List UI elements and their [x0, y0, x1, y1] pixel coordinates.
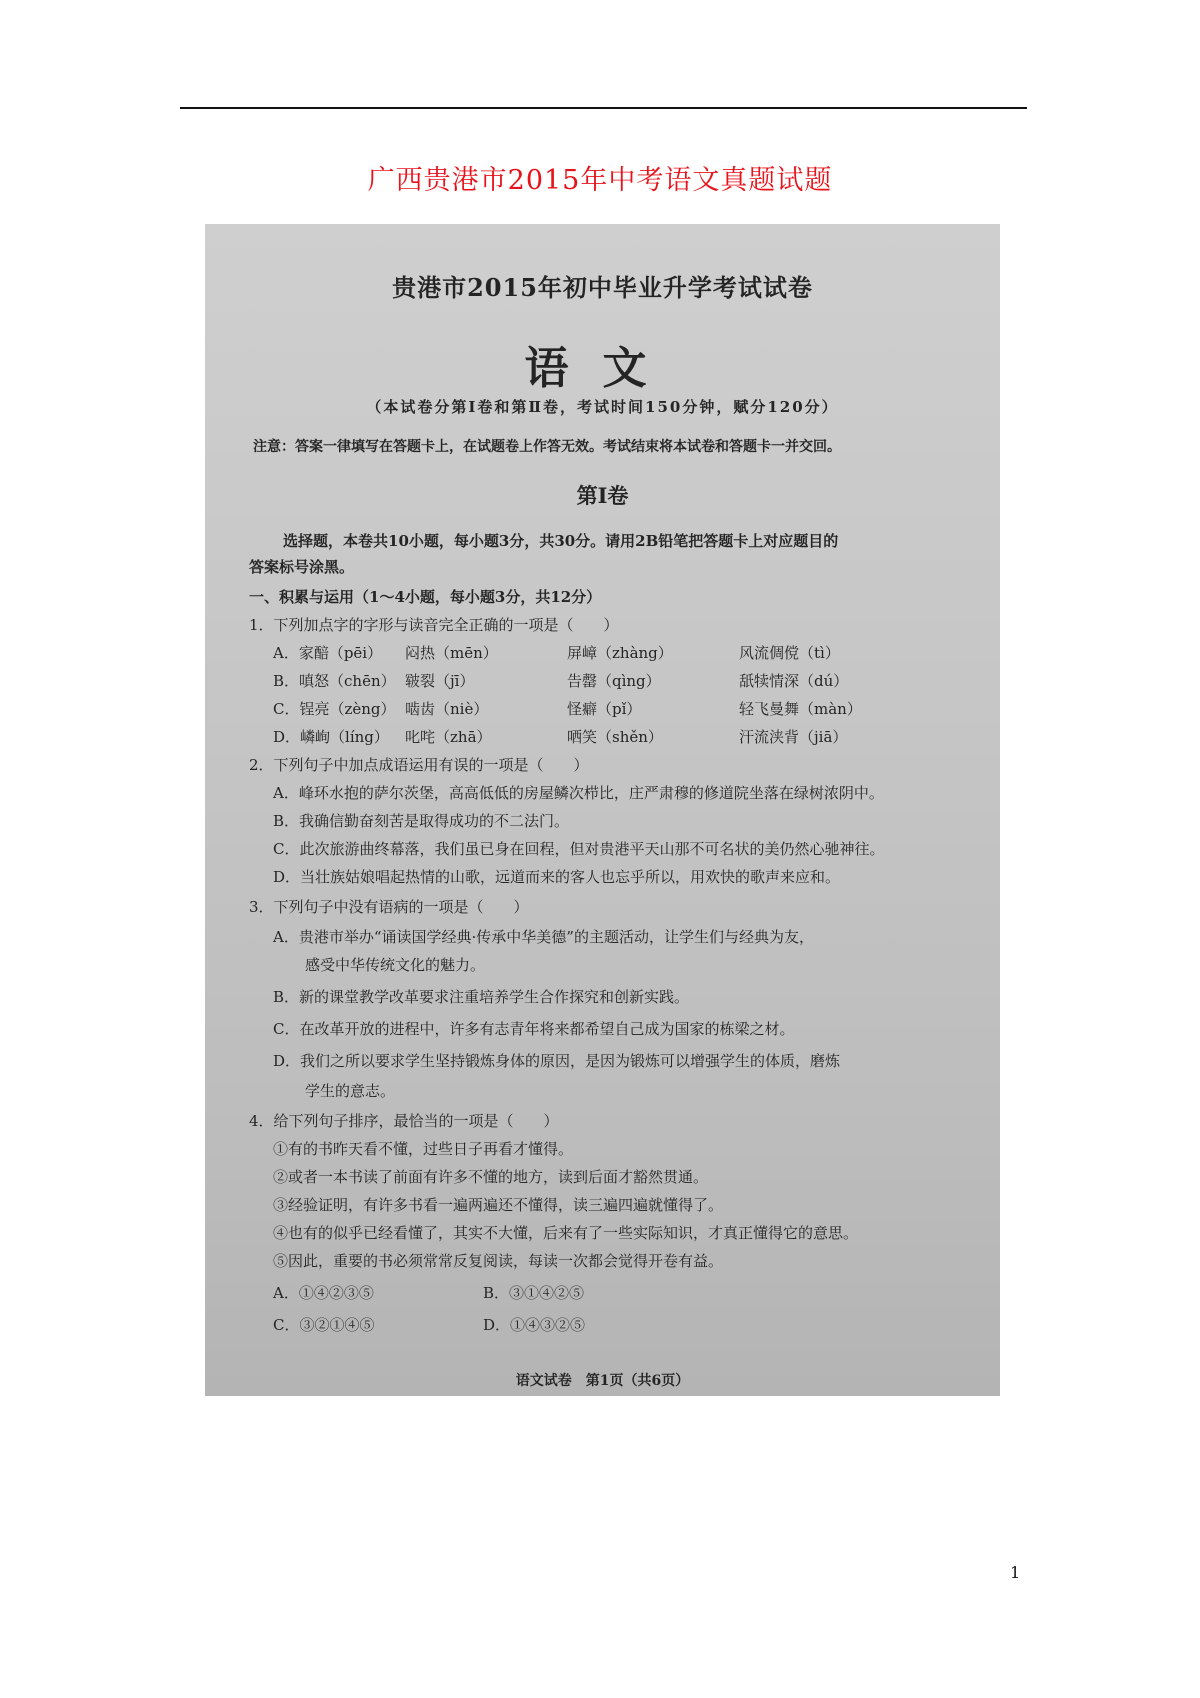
q3-option-continuation: 感受中华传统文化的魅力。: [305, 956, 486, 974]
q1-option-cell: 哂笑（shěn）: [567, 728, 663, 746]
question-stem: 3．下列句子中没有语病的一项是（ ）: [249, 898, 529, 916]
q2-option: D．当壮族姑娘唱起热情的山歌，远道而来的客人也忘乎所以，用欢快的歌声来应和。: [273, 868, 841, 886]
q4-sentence: ①有的书昨天看不懂，过些日子再看才懂得。: [273, 1140, 574, 1158]
instruction-line: 答案标号涂黑。: [249, 558, 355, 576]
volume-heading: 第Ⅰ卷: [576, 483, 629, 508]
exam-info: （本试卷分第Ⅰ卷和第Ⅱ卷，考试时间150分钟，赋分120分）: [366, 398, 839, 416]
scan-footer: 语文试卷 第1页（共6页）: [515, 1373, 690, 1389]
q1-option-cell: 屏嶂（zhàng）: [567, 644, 673, 662]
question-stem: 4．给下列句子排序，最恰当的一项是（ ）: [249, 1112, 559, 1130]
subject-heading: 语文: [524, 343, 681, 394]
q1-option-cell: D．嶙峋（líng）: [273, 728, 389, 746]
q1-option-cell: 风流倜傥（tì）: [739, 644, 840, 662]
q4-option: D．①④③②⑤: [483, 1316, 586, 1334]
document-title: 广西贵港市2015年中考语文真题试题: [367, 165, 833, 196]
q4-option: A．①④②③⑤: [273, 1284, 374, 1302]
q1-option-cell: 皲裂（jī）: [405, 672, 475, 690]
q3-option: A．贵港市举办“诵读国学经典·传承中华美德”的主题活动，让学生们与经典为友，: [273, 928, 814, 946]
notice: 注意：答案一律填写在答题卡上，在试题卷上作答无效。考试结束将本试卷和答题卡一并交回。: [253, 439, 841, 455]
question-stem: 1．下列加点字的字形与读音完全正确的一项是（ ）: [249, 616, 619, 634]
q3-option: D．我们之所以要求学生坚持锻炼身体的原因，是因为锻炼可以增强学生的体质，磨炼: [273, 1052, 841, 1070]
q2-option: B．我确信勤奋刻苦是取得成功的不二法门。: [273, 812, 570, 830]
q1-option-cell: 闷热（mēn）: [405, 644, 498, 662]
q2-option: C．此次旅游曲终幕落，我们虽已身在回程，但对贵港平天山那不可名状的美仍然心驰神往。: [273, 840, 885, 858]
q4-sentence: ⑤因此，重要的书必须常常反复阅读，每读一次都会觉得开卷有益。: [273, 1252, 724, 1270]
q1-option-cell: 叱咤（zhā）: [405, 728, 492, 746]
q1-option-cell: 告罄（qìng）: [567, 672, 661, 690]
q1-option-cell: 舐犊情深（dú）: [739, 672, 849, 690]
top-rule: [180, 107, 1027, 109]
scanned-exam-page: [205, 224, 1000, 1396]
q2-option: A．峰环水抱的萨尔茨堡，高高低低的房屋鳞次栉比，庄严肃穆的修道院坐落在绿树浓阴中。: [273, 784, 884, 802]
q3-option: C．在改革开放的进程中，许多有志青年将来都希望自己成为国家的栋梁之材。: [273, 1020, 795, 1038]
q1-option-cell: 轻飞曼舞（màn）: [739, 700, 862, 718]
q4-sentence: ②或者一本书读了前面有许多不懂的地方，读到后面才豁然贯通。: [273, 1168, 709, 1186]
exam-title: 贵港市2015年初中毕业升学考试试卷: [392, 273, 813, 302]
q1-option-cell: B．嗔怒（chēn）: [273, 672, 396, 690]
q4-sentence: ③经验证明，有许多书看一遍两遍还不懂得，读三遍四遍就懂得了。: [273, 1196, 724, 1214]
instruction-line: 选择题，本卷共10小题，每小题3分，共30分。请用2B铅笔把答题卡上对应题目的: [283, 532, 839, 550]
q3-option-continuation: 学生的意志。: [305, 1082, 396, 1100]
q1-option-cell: 汗流浃背（jiā）: [739, 728, 848, 746]
q3-option: B．新的课堂教学改革要求注重培养学生合作探究和创新实践。: [273, 988, 690, 1006]
page-number: 1: [1010, 1563, 1021, 1582]
q1-option-cell: C．锃亮（zèng）: [273, 700, 396, 718]
section-heading: 一、积累与运用（1～4小题，每小题3分，共12分）: [249, 588, 602, 606]
q1-option-cell: 啮齿（niè）: [405, 700, 489, 718]
q1-option-cell: A．家醅（pēi）: [273, 644, 383, 662]
question-stem: 2．下列句子中加点成语运用有误的一项是（ ）: [249, 756, 589, 774]
q4-option: B．③①④②⑤: [483, 1284, 585, 1302]
q4-option: C．③②①④⑤: [273, 1316, 375, 1334]
q4-sentence: ④也有的似乎已经看懂了，其实不大懂，后来有了一些实际知识，才真正懂得它的意思。: [273, 1224, 859, 1242]
q1-option-cell: 怪癖（pǐ）: [567, 700, 642, 718]
